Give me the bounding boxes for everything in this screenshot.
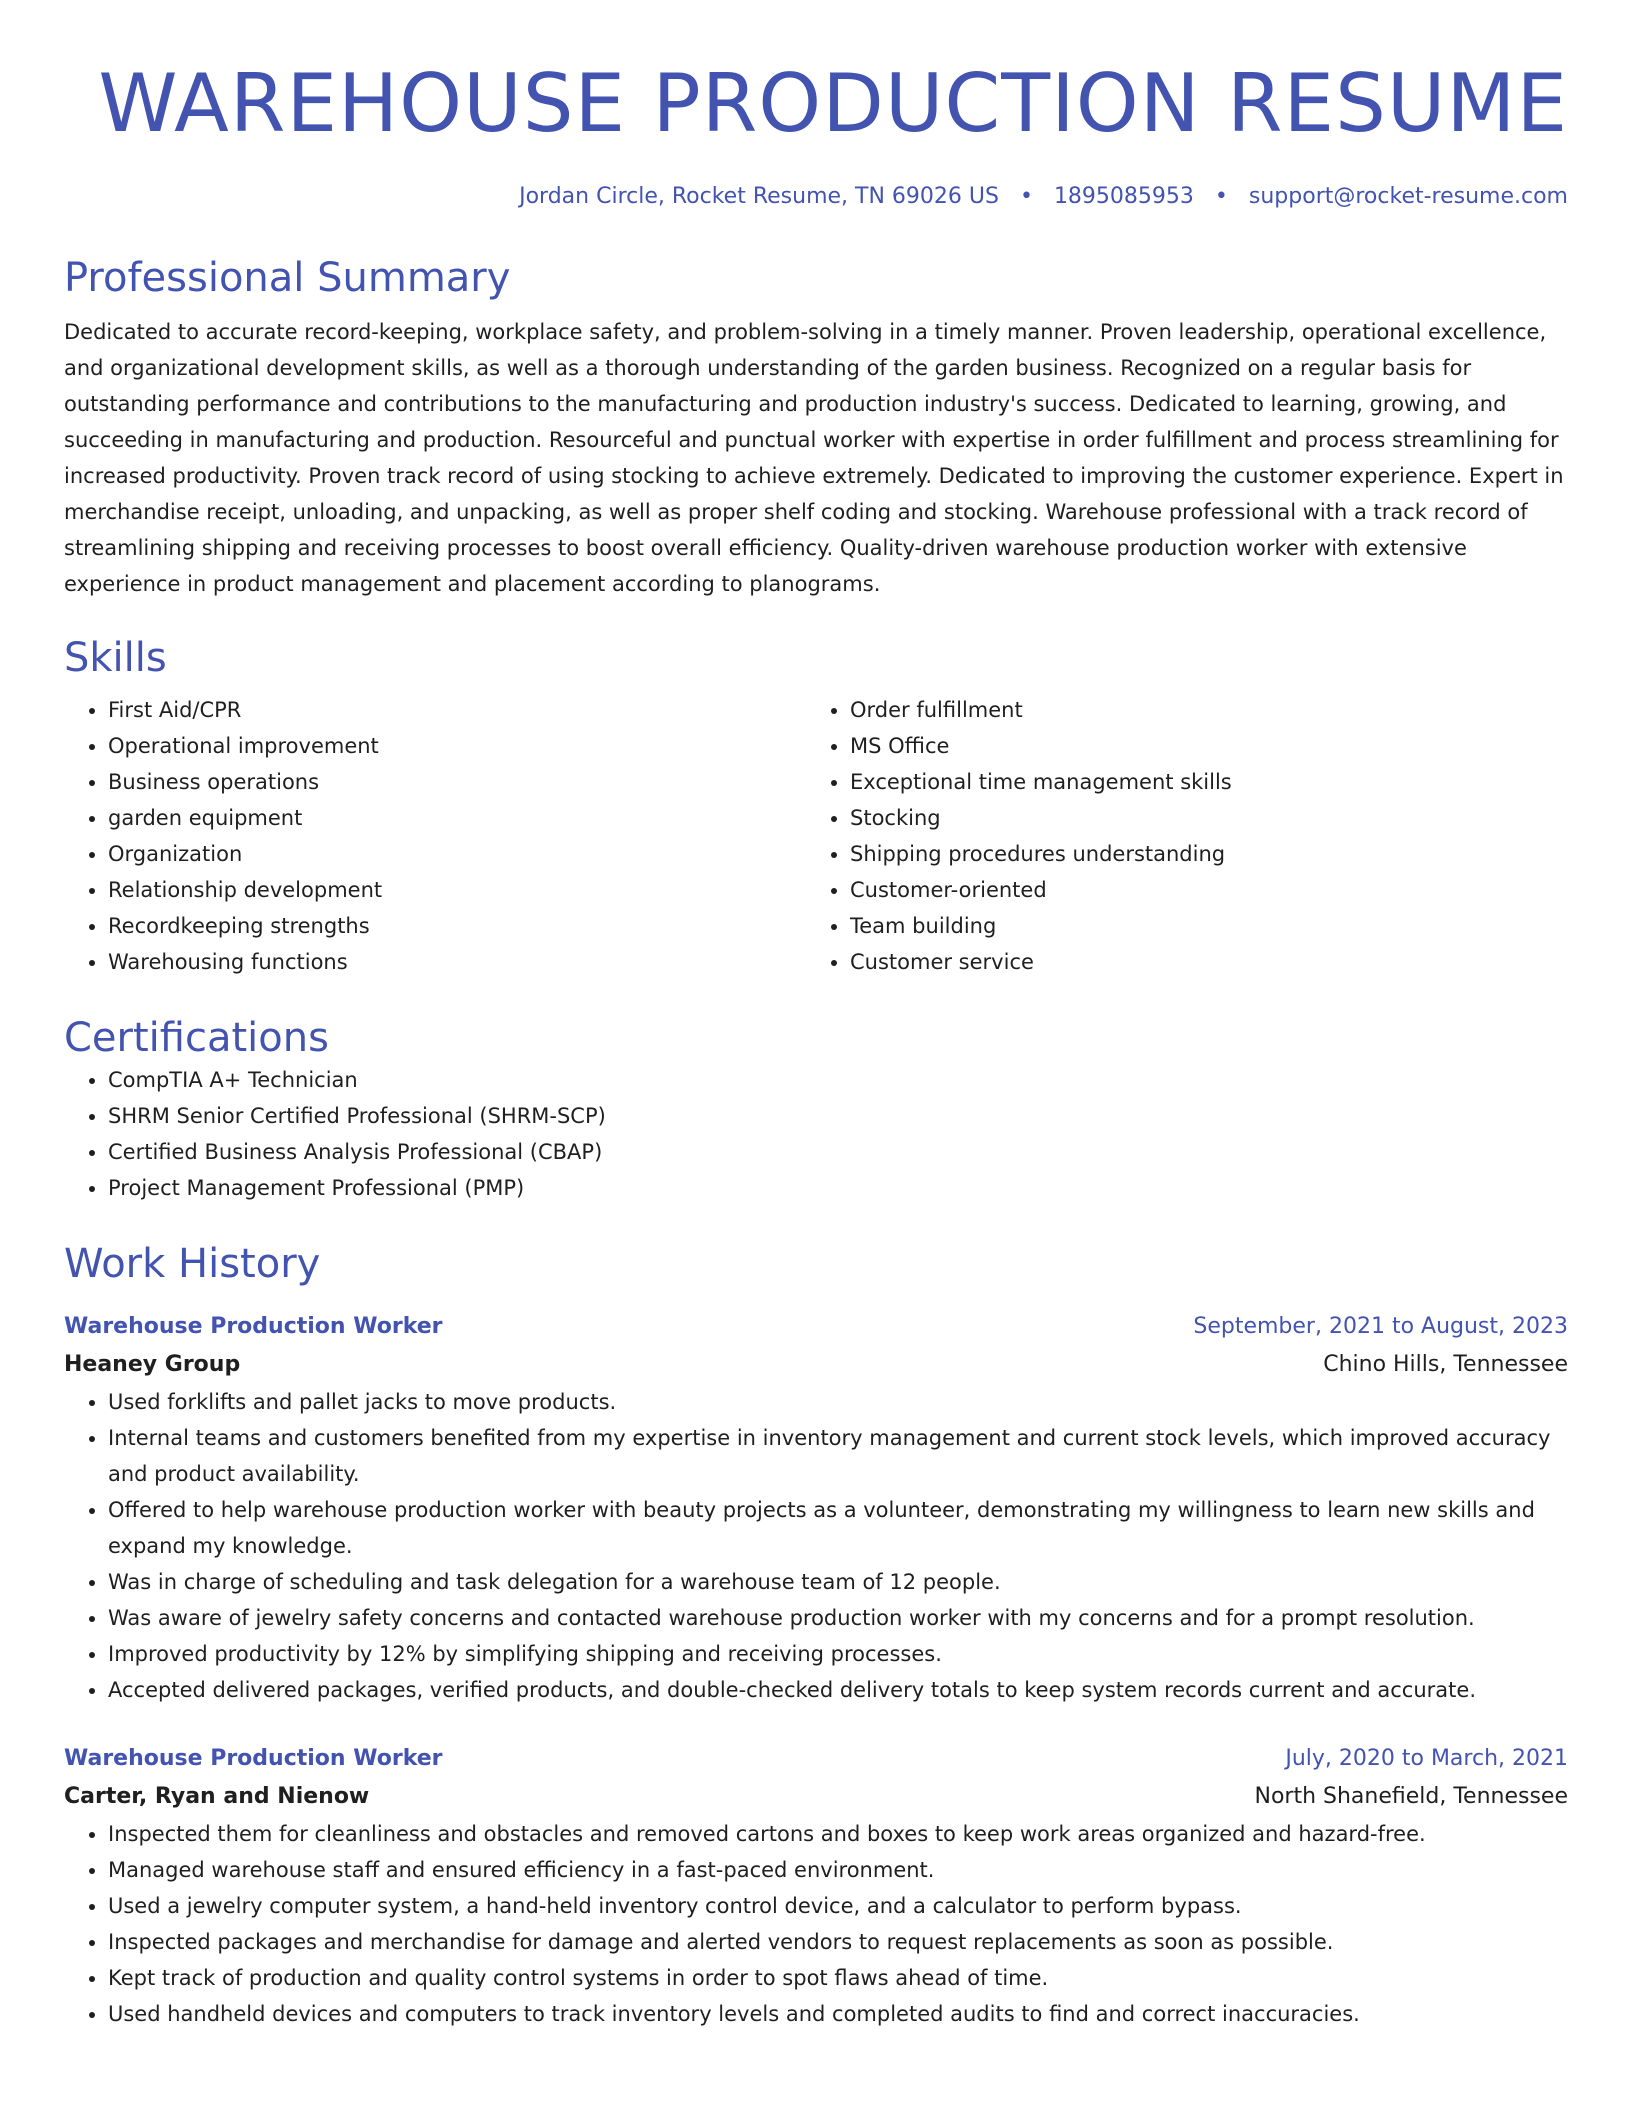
skill-item: • garden equipment	[108, 800, 806, 836]
skills-heading: Skills	[64, 635, 167, 681]
job-company: Carter, Ryan and Nienow	[64, 1784, 370, 1809]
job-dates: July, 2020 to March, 2021	[1285, 1746, 1568, 1771]
job-duty: • Used a jewelry computer system, a hand-held inventory control device, and a calculator to perform bypass.	[108, 1888, 1568, 1924]
job-location: North Shanefield, Tennessee	[1254, 1784, 1568, 1809]
job-company-row	[64, 1346, 1568, 1384]
resume-title: WAREHOUSE PRODUCTION RESUME	[98, 57, 1568, 150]
skills-grid	[64, 692, 1568, 980]
skill-item: • Customer service	[850, 944, 1548, 980]
job-header-row	[64, 1740, 1568, 1778]
job-role: Warehouse Production Worker	[64, 1746, 443, 1771]
job-location: Chino Hills, Tennessee	[1323, 1352, 1568, 1377]
job-duties-list	[64, 1816, 1568, 2032]
summary-text: Dedicated to accurate record-keeping, workplace safety, and problem-solving in a timely manner. Proven leadership, operational excellence, and organizational development skills, as well as a thorough understanding of the garden business. Recognized on a regular basis for outstanding performance and contributions to the manufacturing and production industry's success. Dedicated to learning, growing, and succeeding in manufacturing and production. Resourceful and punctual worker with expertise in order fulfillment and process streamlining for increased productivity. Proven track record of using stocking to achieve extremely. Dedicated to improving the customer experience. Expert in merchandise receipt, unloading, and unpacking, as well as proper shelf coding and stocking. Warehouse professional with a track record of streamlining shipping and receiving processes to boost overall efficiency. Quality-driven warehouse production worker with extensive experience in product management and placement according to planograms.	[64, 320, 1564, 596]
contact-separator: •	[1019, 184, 1033, 209]
job-duty: • Offered to help warehouse production worker with beauty projects as a volunteer, demonstrating my willingness to learn new skills and expand my knowledge.	[108, 1492, 1568, 1564]
job-dates: September, 2021 to August, 2023	[1193, 1314, 1568, 1339]
certification-item: • CompTIA A+ Technician	[108, 1062, 1568, 1098]
job-duty: • Was aware of jewelry safety concerns and contacted warehouse production worker with my concerns and for a prompt resolution.	[108, 1600, 1568, 1636]
skill-item: • Operational improvement	[108, 728, 806, 764]
job-role: Warehouse Production Worker	[64, 1314, 443, 1339]
summary-heading: Professional Summary	[64, 255, 511, 301]
job-duty: • Used forklifts and pallet jacks to move products.	[108, 1384, 1568, 1420]
job-duty: • Internal teams and customers benefited from my expertise in inventory management and current stock levels, which improved accuracy and product availability.	[108, 1420, 1568, 1492]
contact-email: support@rocket-resume.com	[1248, 184, 1568, 209]
skill-item: • Organization	[108, 836, 806, 872]
skill-item: • Exceptional time management skills	[850, 764, 1548, 800]
contact-phone: 1895085953	[1053, 184, 1194, 209]
skill-item: • Business operations	[108, 764, 806, 800]
skill-item: • Warehousing functions	[108, 944, 806, 980]
contact-address: Jordan Circle, Rocket Resume, TN 69026 US	[519, 184, 999, 209]
skill-item: • Shipping procedures understanding	[850, 836, 1548, 872]
skills-list-right	[806, 692, 1548, 980]
resume-page	[64, 0, 1568, 2032]
job-company-row	[64, 1778, 1568, 1816]
job-duty: • Kept track of production and quality control systems in order to spot flaws ahead of time.	[108, 1960, 1568, 1996]
job-company: Heaney Group	[64, 1352, 241, 1377]
certification-item: • Certified Business Analysis Professional (CBAP)	[108, 1134, 1568, 1170]
certification-item: • SHRM Senior Certified Professional (SHRM-SCP)	[108, 1098, 1568, 1134]
job-duty: • Inspected packages and merchandise for damage and alerted vendors to request replacements as soon as possible.	[108, 1924, 1568, 1960]
job-duty: • Accepted delivered packages, verified products, and double-checked delivery totals to keep system records current and accurate.	[108, 1672, 1568, 1708]
job-header-row	[64, 1308, 1568, 1346]
skill-item: • Recordkeeping strengths	[108, 908, 806, 944]
skill-item: • Relationship development	[108, 872, 806, 908]
skill-item: • Stocking	[850, 800, 1548, 836]
job-entry	[64, 1740, 1568, 2032]
job-entry	[64, 1308, 1568, 1708]
skill-item: • Order fulfillment	[850, 692, 1548, 728]
skill-item: • MS Office	[850, 728, 1548, 764]
certification-item: • Project Management Professional (PMP)	[108, 1170, 1568, 1206]
contact-line	[64, 182, 1568, 212]
skills-list-left	[64, 692, 806, 980]
skill-item: • Team building	[850, 908, 1548, 944]
job-duty: • Was in charge of scheduling and task delegation for a warehouse team of 12 people.	[108, 1564, 1568, 1600]
skill-item: • First Aid/CPR	[108, 692, 806, 728]
work-history-heading: Work History	[64, 1241, 321, 1287]
job-duty: • Managed warehouse staff and ensured efficiency in a fast-paced environment.	[108, 1852, 1568, 1888]
contact-separator: •	[1214, 184, 1228, 209]
job-duty: • Used handheld devices and computers to track inventory levels and completed audits to find and correct inaccuracies.	[108, 1996, 1568, 2032]
skill-item: • Customer-oriented	[850, 872, 1548, 908]
job-duty: • Inspected them for cleanliness and obstacles and removed cartons and boxes to keep work areas organized and hazard-free.	[108, 1816, 1568, 1852]
skills-column-right	[806, 692, 1548, 980]
certifications-list	[64, 1062, 1568, 1206]
skills-column-left	[64, 692, 806, 980]
job-duty: • Improved productivity by 12% by simplifying shipping and receiving processes.	[108, 1636, 1568, 1672]
job-duties-list	[64, 1384, 1568, 1708]
certifications-heading: Certifications	[64, 1015, 329, 1061]
